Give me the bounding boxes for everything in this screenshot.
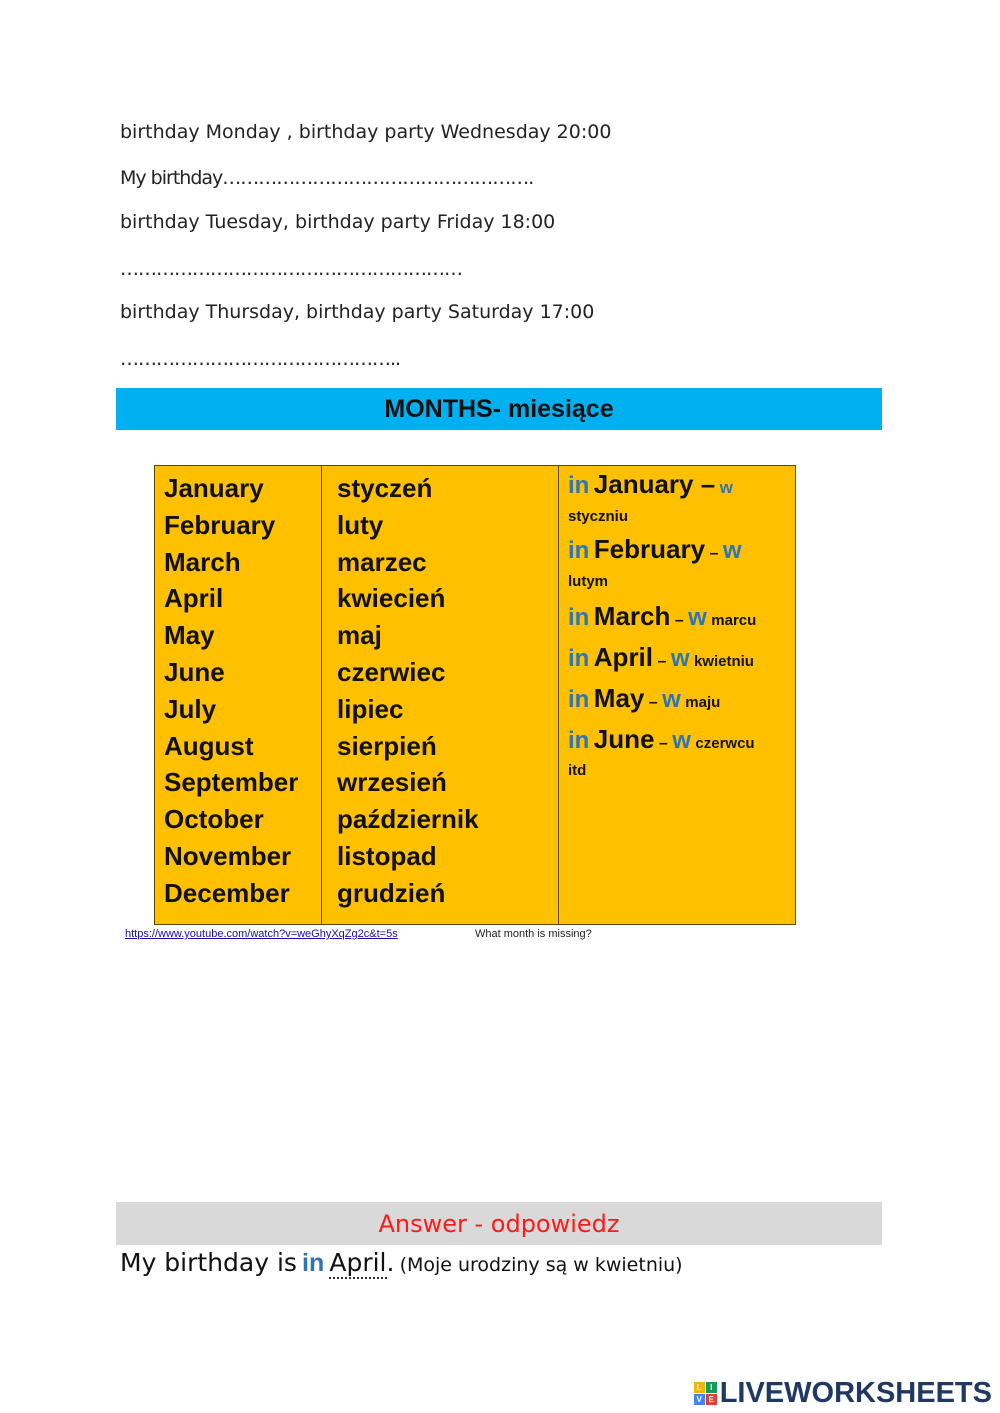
month-en: October	[164, 804, 264, 835]
in-dash: –	[644, 694, 658, 711]
in-example-row	[568, 639, 795, 680]
month-en: July	[164, 693, 217, 724]
answer-banner	[116, 1202, 882, 1245]
in-keyword: in	[568, 727, 590, 754]
month-en: August	[164, 730, 254, 761]
in-pl: maju	[685, 694, 721, 711]
logo-text: LIVEWORKSHEETS	[719, 1377, 992, 1409]
missing-month-question: What month is missing?	[475, 928, 592, 940]
month-en: December	[164, 877, 290, 908]
months-title: MONTHS- miesiące	[384, 394, 614, 423]
month-pl: wrzesień	[337, 767, 447, 798]
in-dash: –	[654, 735, 668, 752]
in-keyword: in	[568, 686, 590, 713]
months-banner	[116, 388, 882, 430]
month-pl: luty	[337, 509, 384, 540]
month-en: January	[164, 473, 264, 503]
logo-grid-icon	[694, 1382, 717, 1405]
month-en: May	[164, 620, 215, 651]
exercise-line-1: birthday Monday , birthday party Wednesday 20:00	[120, 121, 612, 143]
in-pl: kwietniu	[693, 653, 754, 670]
liveworksheets-logo	[694, 1377, 992, 1410]
in-examples-tail	[568, 762, 795, 780]
answer-in-keyword: in	[302, 1249, 325, 1277]
month-en: September	[164, 767, 299, 798]
month-pl: czerwiec	[337, 656, 446, 687]
in-w: w	[662, 686, 681, 713]
month-en: April	[164, 583, 224, 614]
in-pl: styczniu	[568, 508, 629, 525]
in-dash: –	[705, 545, 719, 562]
in-month: May	[593, 683, 645, 713]
exercise-line-2: birthday Tuesday, birthday party Friday 18:00	[120, 211, 556, 233]
in-pl: marcu	[711, 612, 757, 629]
logo-letter: V	[694, 1394, 705, 1405]
in-example-row	[568, 598, 795, 639]
in-w: w	[688, 604, 707, 631]
in-w: w	[719, 478, 733, 497]
in-month: June	[593, 724, 655, 754]
logo-letter: L	[694, 1382, 705, 1393]
in-example-row	[568, 680, 795, 721]
answer-sentence	[120, 1248, 683, 1278]
exercise-line-3: birthday Thursday, birthday party Saturday 17:00	[120, 301, 595, 323]
month-pl: grudzień	[337, 877, 446, 908]
exercise-answer-line-2[interactable]: …………………………………………………	[120, 258, 462, 280]
answer-prefix: My birthday is	[120, 1248, 297, 1277]
month-pl: marzec	[337, 546, 427, 577]
month-pl: sierpień	[337, 730, 437, 761]
month-en: March	[164, 546, 241, 577]
in-examples-column	[559, 466, 795, 924]
in-w: w	[722, 537, 742, 564]
in-w: w	[670, 645, 690, 672]
month-pl: listopad	[337, 840, 437, 871]
in-pl: lutym	[568, 573, 609, 590]
in-keyword: in	[568, 604, 590, 631]
in-dash: –	[670, 612, 684, 629]
in-pl: czerwcu	[695, 735, 755, 752]
in-month: March	[593, 601, 671, 631]
in-month: April	[593, 642, 654, 672]
answer-period: .	[386, 1248, 395, 1277]
logo-letter: I	[706, 1382, 717, 1393]
month-pl: kwiecień	[337, 583, 446, 614]
in-month: February	[593, 534, 706, 564]
months-pl-column	[322, 466, 559, 924]
in-example-row	[568, 535, 795, 596]
in-w: w	[672, 727, 691, 754]
months-table	[154, 465, 796, 925]
in-example-row	[568, 721, 795, 762]
in-keyword: in	[568, 645, 590, 672]
month-pl: maj	[337, 620, 382, 651]
answer-translation: (Moje urodziny są w kwietniu)	[399, 1254, 683, 1276]
in-keyword: in	[568, 537, 590, 564]
exercise-answer-line-3[interactable]: ………………………………………..	[120, 348, 401, 370]
months-en-column	[155, 466, 322, 924]
in-dash: –	[653, 653, 667, 670]
in-examples-tail-text: itd	[568, 762, 587, 779]
in-example-row	[568, 470, 795, 531]
in-keyword: in	[568, 472, 590, 499]
answer-title: Answer - odpowiedz	[378, 1209, 620, 1238]
month-pl: styczeń	[337, 473, 433, 503]
month-en: February	[164, 509, 276, 540]
video-link[interactable]: https://www.youtube.com/watch?v=weGhyXqZg2c&t=5s	[125, 928, 398, 940]
exercise-answer-line-1[interactable]: My birthday…………………………………………….	[120, 167, 534, 189]
month-en: November	[164, 840, 292, 871]
in-month: January	[593, 469, 694, 499]
answer-input[interactable]: April	[329, 1248, 387, 1277]
month-pl: lipiec	[337, 693, 404, 724]
month-pl: październik	[337, 804, 479, 835]
logo-letter: E	[706, 1394, 717, 1405]
in-dash: –	[693, 469, 716, 499]
month-en: June	[164, 656, 225, 687]
